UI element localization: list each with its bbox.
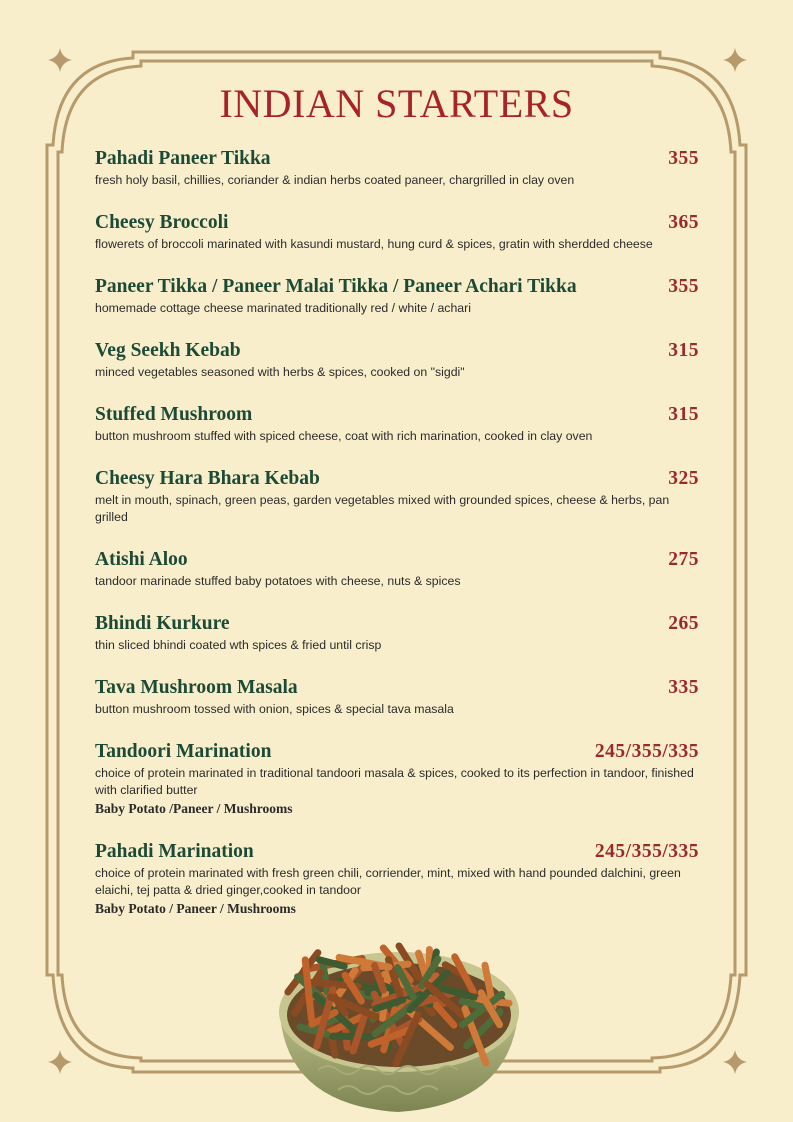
- sparkle-icon: [723, 48, 747, 72]
- menu-item: [95, 613, 699, 654]
- sparkle-icon: [48, 48, 72, 72]
- dish-description: flowerets of broccoli marinated with kasundi mustard, hung curd & spices, gratin with sherdded cheese: [95, 237, 653, 251]
- menu-item: [95, 276, 699, 317]
- menu-item: [95, 148, 699, 189]
- menu-item-header: [95, 468, 699, 492]
- dish-description: homemade cottage cheese marinated traditionally red / white / achari: [95, 301, 471, 315]
- menu-list: [95, 148, 699, 941]
- dish-name: Pahadi Paneer Tikka: [95, 148, 271, 169]
- menu-item: [95, 212, 699, 253]
- dish-price: 265: [668, 613, 699, 634]
- sparkle-icon: [723, 1050, 747, 1074]
- menu-item-header: [95, 340, 699, 364]
- fried-bhindi-strand: [333, 1036, 371, 1037]
- fried-bhindi-strand: [323, 964, 327, 992]
- dish-description: fresh holy basil, chillies, coriander & indian herbs coated paneer, chargrilled in clay oven: [95, 173, 575, 187]
- dish-description: melt in mouth, spinach, green peas, garden vegetables mixed with grounded spices, cheese & herbs, pan grilled: [95, 493, 670, 524]
- menu-item-header: [95, 276, 699, 300]
- dish-options: Baby Potato / Paneer / Mushrooms: [95, 901, 296, 916]
- dish-name: Veg Seekh Kebab: [95, 340, 241, 361]
- menu-item-header: [95, 549, 699, 573]
- sparkle-icon: [48, 1050, 72, 1074]
- dish-price: 355: [668, 148, 699, 169]
- dish-description: tandoor marinade stuffed baby potatoes with cheese, nuts & spices: [95, 574, 461, 588]
- dish-name: Pahadi Marination: [95, 841, 254, 862]
- dish-description: choice of protein marinated with fresh green chili, corriender, mint, mixed with hand pounded dalchini, green elaichi, tej patta & dried ginger,cooked in tandoor: [95, 866, 681, 897]
- dish-description: button mushroom tossed with onion, spices & special tava masala: [95, 702, 454, 716]
- page-title: INDIAN STARTERS: [219, 81, 574, 126]
- dish-price: 275: [668, 549, 699, 570]
- menu-item-header: [95, 841, 699, 865]
- menu-item: [95, 468, 699, 526]
- menu-item-header: [95, 404, 699, 428]
- dish-price: 245/355/335: [594, 741, 699, 762]
- menu-item: [95, 741, 699, 818]
- dish-price: 355: [668, 276, 699, 297]
- dish-name: Stuffed Mushroom: [95, 404, 253, 425]
- dish-description: choice of protein marinated in traditional tandoori masala & spices, cooked to its perfection in tandoor, finished with clarified butter: [95, 766, 694, 797]
- menu-item-header: [95, 148, 699, 172]
- dish-price: 315: [668, 340, 699, 361]
- dish-price: 245/355/335: [594, 841, 699, 862]
- menu-item-header: [95, 741, 699, 765]
- menu-item-header: [95, 677, 699, 701]
- dish-name: Cheesy Hara Bhara Kebab: [95, 468, 320, 489]
- dish-name: Atishi Aloo: [95, 549, 188, 570]
- dish-description: thin sliced bhindi coated wth spices & fried until crisp: [95, 638, 382, 652]
- dish-description: button mushroom stuffed with spiced cheese, coat with rich marination, cooked in clay oven: [95, 429, 593, 443]
- menu-item-header: [95, 613, 699, 637]
- dish-price: 335: [668, 677, 699, 698]
- menu-item-header: [95, 212, 699, 236]
- menu-item: [95, 404, 699, 445]
- dish-name: Paneer Tikka / Paneer Malai Tikka / Paneer Achari Tikka: [95, 276, 577, 297]
- dish-price: 325: [668, 468, 699, 489]
- dish-price: 365: [668, 212, 699, 233]
- dish-name: Tandoori Marination: [95, 741, 272, 762]
- dish-price: 315: [668, 404, 699, 425]
- dish-description: minced vegetables seasoned with herbs & spices, cooked on "sigdi": [95, 365, 465, 379]
- dish-name: Tava Mushroom Masala: [95, 677, 298, 698]
- dish-name: Bhindi Kurkure: [95, 613, 230, 634]
- menu-item: [95, 549, 699, 590]
- menu-item: [95, 340, 699, 381]
- bhindi-kurkure-bowl-image: [268, 920, 528, 1120]
- dish-options: Baby Potato /Paneer / Mushrooms: [95, 801, 293, 816]
- menu-item: [95, 841, 699, 918]
- dish-name: Cheesy Broccoli: [95, 212, 229, 233]
- menu-item: [95, 677, 699, 718]
